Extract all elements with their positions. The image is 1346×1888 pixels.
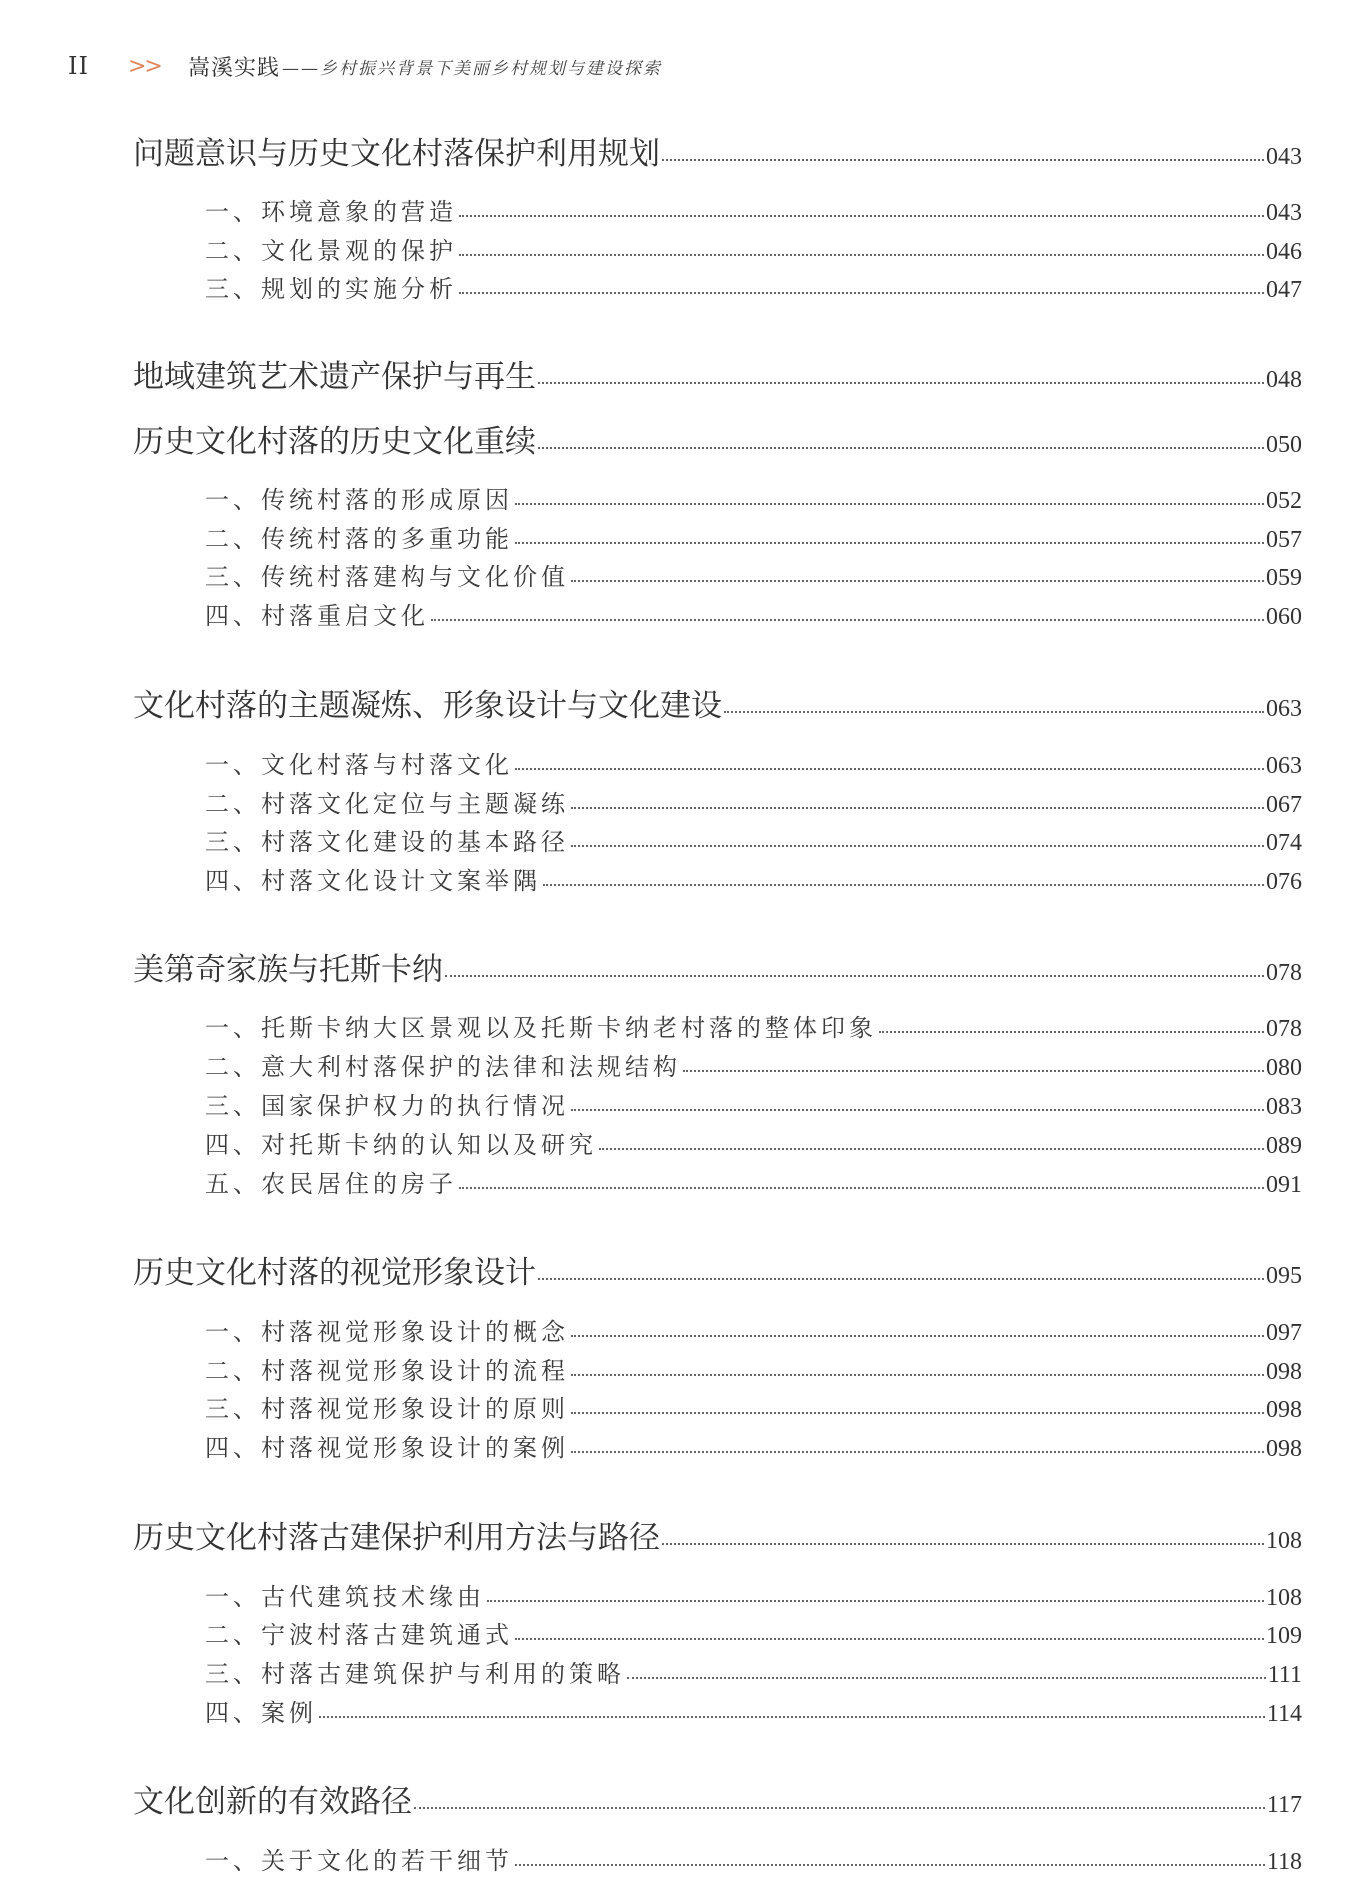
toc-entry-page: 046 [1266, 239, 1302, 265]
dot-leader [662, 157, 1264, 161]
toc-section-entry[interactable] [205, 519, 1302, 554]
toc-entry-page: 118 [1266, 1849, 1302, 1875]
toc-entry-page: 059 [1266, 565, 1302, 591]
toc-entry-page: 052 [1266, 488, 1302, 514]
toc-entry-page: 067 [1266, 792, 1302, 818]
toc-entry-title: 三、村落文化建设的基本路径 [205, 828, 569, 856]
dot-leader [459, 213, 1264, 217]
toc-entry-page: 043 [1266, 200, 1302, 226]
dot-leader [414, 1805, 1265, 1809]
dot-leader [571, 1107, 1264, 1111]
toc-section-entry[interactable] [205, 1693, 1302, 1728]
toc-entry-page: 108 [1266, 1528, 1302, 1554]
toc-entry-title: 二、村落文化定位与主题凝练 [205, 790, 569, 818]
toc-entry-page: 060 [1266, 604, 1302, 630]
toc-entry-title: 二、文化景观的保护 [205, 237, 457, 265]
dot-leader [538, 380, 1264, 384]
dot-leader [571, 1449, 1264, 1453]
toc-entry-title: 四、村落视觉形象设计的案例 [205, 1434, 569, 1462]
toc-entry-title: 二、宁波村落古建筑通式 [205, 1621, 513, 1649]
dot-leader [662, 1541, 1264, 1545]
toc-entry-title: 五、农民居住的房子 [205, 1170, 457, 1198]
toc-section-entry[interactable] [205, 861, 1302, 896]
toc-entry-title: 一、古代建筑技术缘由 [205, 1583, 485, 1611]
dot-leader [459, 252, 1264, 256]
dot-leader [487, 1598, 1264, 1602]
toc-chapter-entry[interactable] [133, 128, 1302, 173]
toc-entry-title: 三、国家保护权力的执行情况 [205, 1092, 569, 1120]
toc-section-entry[interactable] [205, 557, 1302, 592]
dot-leader [571, 843, 1264, 847]
toc-entry-page: 043 [1266, 144, 1302, 170]
toc-entry-title: 历史文化村落的视觉形象设计 [133, 1255, 536, 1291]
toc-entry-title: 文化村落的主题凝炼、形象设计与文化建设 [133, 688, 722, 724]
toc-section-entry[interactable] [205, 192, 1302, 227]
dot-leader [538, 1276, 1264, 1280]
toc-entry-title: 历史文化村落古建保护利用方法与路径 [133, 1520, 660, 1556]
toc-entry-page: 109 [1266, 1623, 1302, 1649]
toc-entry-page: 074 [1266, 830, 1302, 856]
toc-entry-title: 美第奇家族与托斯卡纳 [133, 952, 443, 988]
toc-entry-page: 117 [1266, 1792, 1302, 1818]
dot-leader [571, 1372, 1264, 1376]
toc-entry-title: 四、村落重启文化 [205, 602, 429, 630]
toc-entry-title: 二、村落视觉形象设计的流程 [205, 1357, 569, 1385]
dot-leader [459, 1185, 1264, 1189]
dot-leader [571, 805, 1264, 809]
dot-leader [515, 540, 1264, 544]
toc-section-entry[interactable] [205, 1615, 1302, 1650]
toc-chapter-entry[interactable] [133, 351, 1302, 396]
dot-leader [538, 445, 1264, 449]
dot-leader [571, 1410, 1264, 1414]
toc-section-entry[interactable] [205, 1047, 1302, 1082]
toc-entry-page: 048 [1266, 367, 1302, 393]
dot-leader [445, 973, 1264, 977]
toc-section-entry[interactable] [205, 269, 1302, 304]
toc-entry-page: 063 [1266, 753, 1302, 779]
dot-leader [571, 578, 1264, 582]
toc-entry-page: 080 [1266, 1055, 1302, 1081]
dot-leader [543, 882, 1264, 886]
toc-section-entry[interactable] [205, 745, 1302, 780]
toc-chapter-entry[interactable] [133, 1247, 1302, 1292]
dot-leader [515, 501, 1264, 505]
toc-entry-page: 095 [1266, 1263, 1302, 1289]
toc-entry-page: 076 [1266, 869, 1302, 895]
toc-section-entry[interactable] [205, 822, 1302, 857]
toc-entry-page: 078 [1266, 1016, 1302, 1042]
toc-entry-title: 一、关于文化的若干细节 [205, 1847, 513, 1875]
toc-section-entry[interactable] [205, 596, 1302, 631]
toc-section-entry[interactable] [205, 1841, 1302, 1876]
book-title: 嵩溪实践 [188, 55, 281, 81]
toc-chapter-entry[interactable] [133, 416, 1302, 461]
toc-entry-page: 108 [1266, 1585, 1302, 1611]
dot-leader [459, 290, 1264, 294]
toc-section-entry[interactable] [205, 1389, 1302, 1424]
book-subtitle: ——乡村振兴背景下美丽乡村规划与建设探索 [282, 58, 663, 79]
page-number-roman: II [68, 52, 89, 80]
toc-entry-page: 097 [1266, 1320, 1302, 1346]
toc-chapter-entry[interactable] [133, 944, 1302, 989]
toc-entry-title: 四、案例 [205, 1699, 317, 1727]
dot-leader [571, 1333, 1264, 1337]
toc-section-entry[interactable] [205, 1008, 1302, 1043]
toc-section-entry[interactable] [205, 1312, 1302, 1347]
toc-entry-page: 098 [1266, 1436, 1302, 1462]
toc-entry-page: 057 [1266, 527, 1302, 553]
dot-leader [515, 1636, 1264, 1640]
toc-entry-title: 二、意大利村落保护的法律和法规结构 [205, 1053, 681, 1081]
toc-entry-title: 二、传统村落的多重功能 [205, 525, 513, 553]
toc-entry-page: 091 [1266, 1172, 1302, 1198]
toc-entry-title: 文化创新的有效路径 [133, 1784, 412, 1820]
toc-section-entry[interactable] [205, 1164, 1302, 1199]
toc-entry-page: 050 [1266, 432, 1302, 458]
toc-entry-page: 083 [1266, 1094, 1302, 1120]
dot-leader [724, 709, 1264, 713]
toc-entry-title: 四、对托斯卡纳的认知以及研究 [205, 1131, 597, 1159]
toc-entry-title: 三、规划的实施分析 [205, 275, 457, 303]
toc-entry-title: 一、环境意象的营造 [205, 198, 457, 226]
chevron-icon: >> [128, 53, 161, 79]
dot-leader [879, 1029, 1264, 1033]
toc-entry-page: 098 [1266, 1397, 1302, 1423]
toc-entry-title: 一、村落视觉形象设计的概念 [205, 1318, 569, 1346]
toc-section-entry[interactable] [205, 1125, 1302, 1160]
dot-leader [683, 1068, 1264, 1072]
toc-entry-page: 098 [1266, 1359, 1302, 1385]
toc-entry-page: 078 [1266, 960, 1302, 986]
toc-section-entry[interactable] [205, 1428, 1302, 1463]
toc-entry-title: 一、托斯卡纳大区景观以及托斯卡纳老村落的整体印象 [205, 1014, 877, 1042]
toc-entry-page: 114 [1266, 1701, 1302, 1727]
dot-leader [599, 1146, 1264, 1150]
toc-entry-page: 089 [1266, 1133, 1302, 1159]
toc-entry-title: 一、传统村落的形成原因 [205, 486, 513, 514]
toc-section-entry[interactable] [205, 480, 1302, 515]
toc-entry-title: 三、村落古建筑保护与利用的策略 [205, 1660, 625, 1688]
toc-section-entry[interactable] [205, 1577, 1302, 1612]
toc-entry-title: 三、传统村落建构与文化价值 [205, 563, 569, 591]
toc-entry-page: 111 [1267, 1662, 1302, 1688]
toc-entry-title: 三、村落视觉形象设计的原则 [205, 1395, 569, 1423]
toc-entry-page: 047 [1266, 277, 1302, 303]
toc-section-entry[interactable] [205, 784, 1302, 819]
dot-leader [319, 1714, 1265, 1718]
toc-entry-title: 四、村落文化设计文案举隅 [205, 867, 541, 895]
toc-entry-title: 问题意识与历史文化村落保护利用规划 [133, 136, 660, 172]
dot-leader [515, 1862, 1265, 1866]
toc-chapter-entry[interactable] [133, 1512, 1302, 1557]
toc-entry-title: 地域建筑艺术遗产保护与再生 [133, 359, 536, 395]
running-header [68, 48, 662, 84]
toc-section-entry[interactable] [205, 1654, 1302, 1689]
toc-entry-title: 历史文化村落的历史文化重续 [133, 424, 536, 460]
dot-leader [627, 1675, 1266, 1679]
toc-section-entry[interactable] [205, 231, 1302, 266]
toc-entry-page: 063 [1266, 696, 1302, 722]
toc-chapter-entry[interactable] [133, 680, 1302, 725]
toc-entry-title: 一、文化村落与村落文化 [205, 751, 513, 779]
toc-section-entry[interactable] [205, 1351, 1302, 1386]
toc-chapter-entry[interactable] [133, 1776, 1302, 1821]
dot-leader [431, 617, 1264, 621]
dot-leader [515, 766, 1264, 770]
toc-section-entry[interactable] [205, 1086, 1302, 1121]
